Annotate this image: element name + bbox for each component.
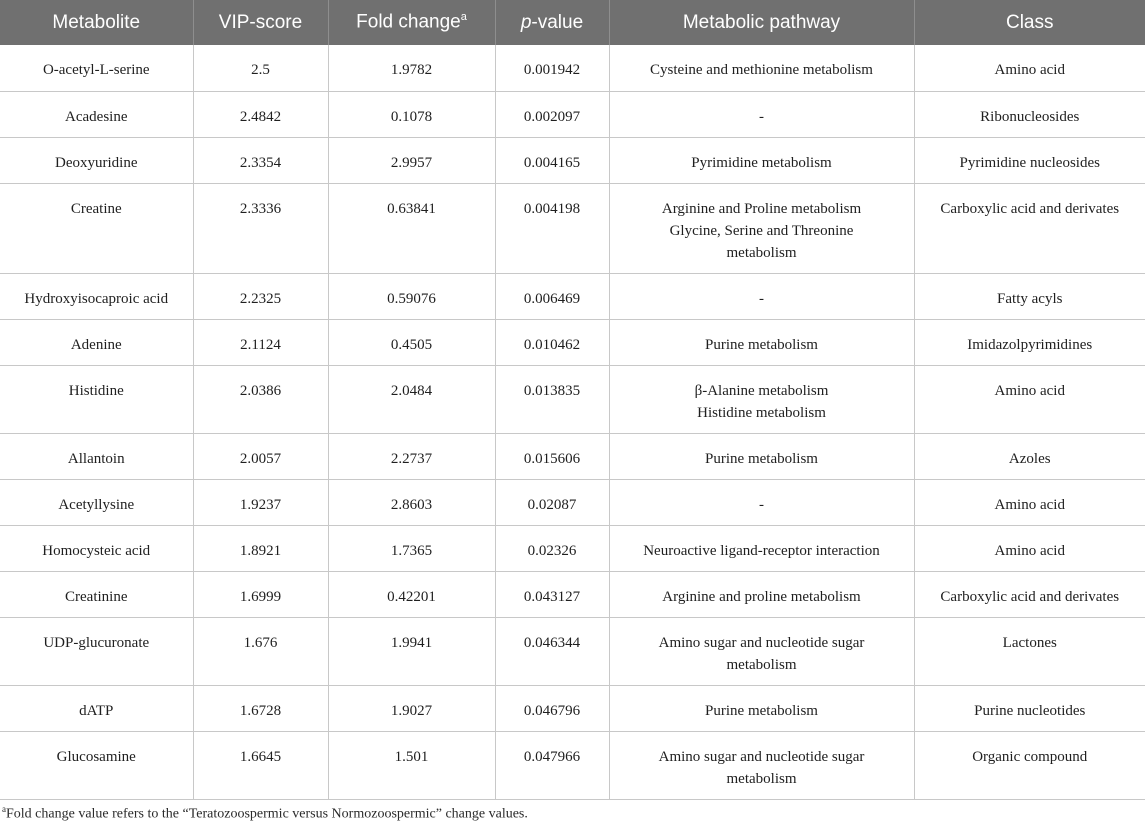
cell-vip-score: 2.2325: [193, 273, 328, 319]
table-row: [0, 571, 1145, 617]
cell-metabolic-pathway: [609, 183, 914, 273]
cell-p-value: 0.013835: [495, 365, 609, 433]
header-fold-change-label: Fold change: [356, 11, 461, 33]
cell-fold-change: 1.501: [328, 731, 495, 799]
cell-class: Lactones: [914, 617, 1145, 685]
cell-class: Ribonucleosides: [914, 91, 1145, 137]
table-row: [0, 183, 1145, 273]
cell-metabolic-pathway: [609, 365, 914, 433]
cell-metabolite: Acadesine: [0, 91, 193, 137]
cell-metabolic-pathway: [609, 45, 914, 91]
cell-metabolite: Creatinine: [0, 571, 193, 617]
cell-p-value: 0.004198: [495, 183, 609, 273]
table-header-row: [0, 0, 1145, 45]
header-p-italic: p: [520, 11, 532, 33]
cell-metabolite: Deoxyuridine: [0, 137, 193, 183]
cell-class: Amino acid: [914, 479, 1145, 525]
table-row: [0, 479, 1145, 525]
cell-metabolite: Creatine: [0, 183, 193, 273]
header-p-rest: -value: [531, 11, 584, 33]
pathway-line: Purine metabolism: [705, 450, 818, 467]
cell-metabolite: dATP: [0, 685, 193, 731]
table-body: [0, 45, 1145, 799]
table-row: [0, 45, 1145, 91]
cell-fold-change: 1.9782: [328, 45, 495, 91]
cell-fold-change: 0.1078: [328, 91, 495, 137]
cell-p-value: 0.047966: [495, 731, 609, 799]
cell-vip-score: 1.9237: [193, 479, 328, 525]
pathway-line: Glycine, Serine and Threonine: [669, 222, 854, 239]
table-row: [0, 433, 1145, 479]
cell-metabolic-pathway: [609, 685, 914, 731]
footnote-marker: a: [2, 804, 6, 814]
cell-fold-change: 2.2737: [328, 433, 495, 479]
cell-p-value: 0.02087: [495, 479, 609, 525]
cell-p-value: 0.002097: [495, 91, 609, 137]
cell-vip-score: 1.6728: [193, 685, 328, 731]
header-fold-change-footnote-marker: a: [460, 11, 467, 24]
cell-class: Fatty acyls: [914, 273, 1145, 319]
header-class: Class: [914, 0, 1145, 45]
cell-fold-change: 2.9957: [328, 137, 495, 183]
cell-metabolic-pathway: [609, 525, 914, 571]
cell-fold-change: 2.8603: [328, 479, 495, 525]
cell-metabolite: Homocysteic acid: [0, 525, 193, 571]
pathway-line: Arginine and proline metabolism: [662, 588, 861, 605]
pathway-line: Pyrimidine metabolism: [691, 154, 832, 171]
table-footnote: [2, 804, 528, 823]
cell-metabolic-pathway: [609, 91, 914, 137]
pathway-line: β-Alanine metabolism: [694, 382, 829, 399]
cell-class: Amino acid: [914, 45, 1145, 91]
cell-class: Imidazolpyrimidines: [914, 319, 1145, 365]
pathway-line: Amino sugar and nucleotide sugar: [658, 748, 865, 765]
cell-fold-change: 1.7365: [328, 525, 495, 571]
cell-vip-score: 2.1124: [193, 319, 328, 365]
pathway-line: Purine metabolism: [705, 336, 818, 353]
table-row: [0, 617, 1145, 685]
cell-class: Purine nucleotides: [914, 685, 1145, 731]
pathway-line: Arginine and Proline metabolism: [661, 200, 862, 217]
cell-fold-change: 1.9027: [328, 685, 495, 731]
cell-vip-score: 1.676: [193, 617, 328, 685]
cell-metabolite: Acetyllysine: [0, 479, 193, 525]
cell-vip-score: 2.3336: [193, 183, 328, 273]
cell-p-value: 0.015606: [495, 433, 609, 479]
pathway-line: Neuroactive ligand-receptor interaction: [643, 542, 880, 559]
cell-fold-change: 0.59076: [328, 273, 495, 319]
cell-class: Amino acid: [914, 365, 1145, 433]
cell-fold-change: 0.4505: [328, 319, 495, 365]
cell-vip-score: 1.6645: [193, 731, 328, 799]
cell-fold-change: 1.9941: [328, 617, 495, 685]
cell-vip-score: 1.8921: [193, 525, 328, 571]
cell-metabolic-pathway: [609, 319, 914, 365]
table-row: [0, 731, 1145, 799]
pathway-line: -: [759, 108, 764, 125]
cell-metabolite: Adenine: [0, 319, 193, 365]
header-vip-score: VIP-score: [193, 0, 328, 45]
cell-vip-score: 2.3354: [193, 137, 328, 183]
cell-metabolite: O-acetyl-L-serine: [0, 45, 193, 91]
pathway-line: Histidine metabolism: [697, 404, 826, 421]
cell-class: Carboxylic acid and derivates: [914, 571, 1145, 617]
cell-metabolic-pathway: [609, 731, 914, 799]
header-metabolic-pathway: Metabolic pathway: [609, 0, 914, 45]
pathway-line: metabolism: [726, 656, 797, 673]
cell-metabolite: Hydroxyisocaproic acid: [0, 273, 193, 319]
pathway-line: metabolism: [726, 770, 797, 787]
cell-metabolic-pathway: [609, 137, 914, 183]
cell-metabolite: UDP-glucuronate: [0, 617, 193, 685]
table-row: [0, 273, 1145, 319]
cell-metabolite: Glucosamine: [0, 731, 193, 799]
table-row: [0, 525, 1145, 571]
cell-class: Organic compound: [914, 731, 1145, 799]
pathway-line: metabolism: [726, 244, 797, 261]
cell-p-value: 0.046796: [495, 685, 609, 731]
cell-vip-score: 1.6999: [193, 571, 328, 617]
pathway-line: Cysteine and methionine metabolism: [650, 62, 873, 78]
cell-metabolic-pathway: [609, 273, 914, 319]
table-row: [0, 91, 1145, 137]
cell-p-value: 0.001942: [495, 45, 609, 91]
cell-vip-score: 2.0386: [193, 365, 328, 433]
cell-fold-change: 0.63841: [328, 183, 495, 273]
header-p-value: [495, 0, 609, 45]
cell-fold-change: 0.42201: [328, 571, 495, 617]
footnote-text: Fold change value refers to the “Teratozoospermic versus Normozoospermic” change values.: [6, 806, 528, 822]
cell-p-value: 0.046344: [495, 617, 609, 685]
pathway-line: Purine metabolism: [705, 702, 818, 719]
cell-class: Pyrimidine nucleosides: [914, 137, 1145, 183]
cell-p-value: 0.043127: [495, 571, 609, 617]
cell-fold-change: 2.0484: [328, 365, 495, 433]
cell-p-value: 0.02326: [495, 525, 609, 571]
cell-metabolic-pathway: [609, 433, 914, 479]
cell-p-value: 0.006469: [495, 273, 609, 319]
cell-metabolic-pathway: [609, 571, 914, 617]
pathway-line: -: [759, 290, 764, 307]
table-row: [0, 685, 1145, 731]
pathway-line: -: [759, 496, 764, 513]
table-row: [0, 365, 1145, 433]
cell-metabolite: Histidine: [0, 365, 193, 433]
header-metabolite: Metabolite: [0, 0, 193, 45]
cell-metabolic-pathway: [609, 479, 914, 525]
table-row: [0, 137, 1145, 183]
cell-class: Azoles: [914, 433, 1145, 479]
cell-metabolite: Allantoin: [0, 433, 193, 479]
cell-p-value: 0.010462: [495, 319, 609, 365]
cell-metabolic-pathway: [609, 617, 914, 685]
cell-vip-score: 2.5: [193, 45, 328, 91]
header-fold-change: [328, 0, 495, 45]
pathway-line: Amino sugar and nucleotide sugar: [658, 634, 865, 651]
cell-class: Carboxylic acid and derivates: [914, 183, 1145, 273]
cell-vip-score: 2.4842: [193, 91, 328, 137]
cell-vip-score: 2.0057: [193, 433, 328, 479]
table-row: [0, 319, 1145, 365]
cell-p-value: 0.004165: [495, 137, 609, 183]
cell-class: Amino acid: [914, 525, 1145, 571]
